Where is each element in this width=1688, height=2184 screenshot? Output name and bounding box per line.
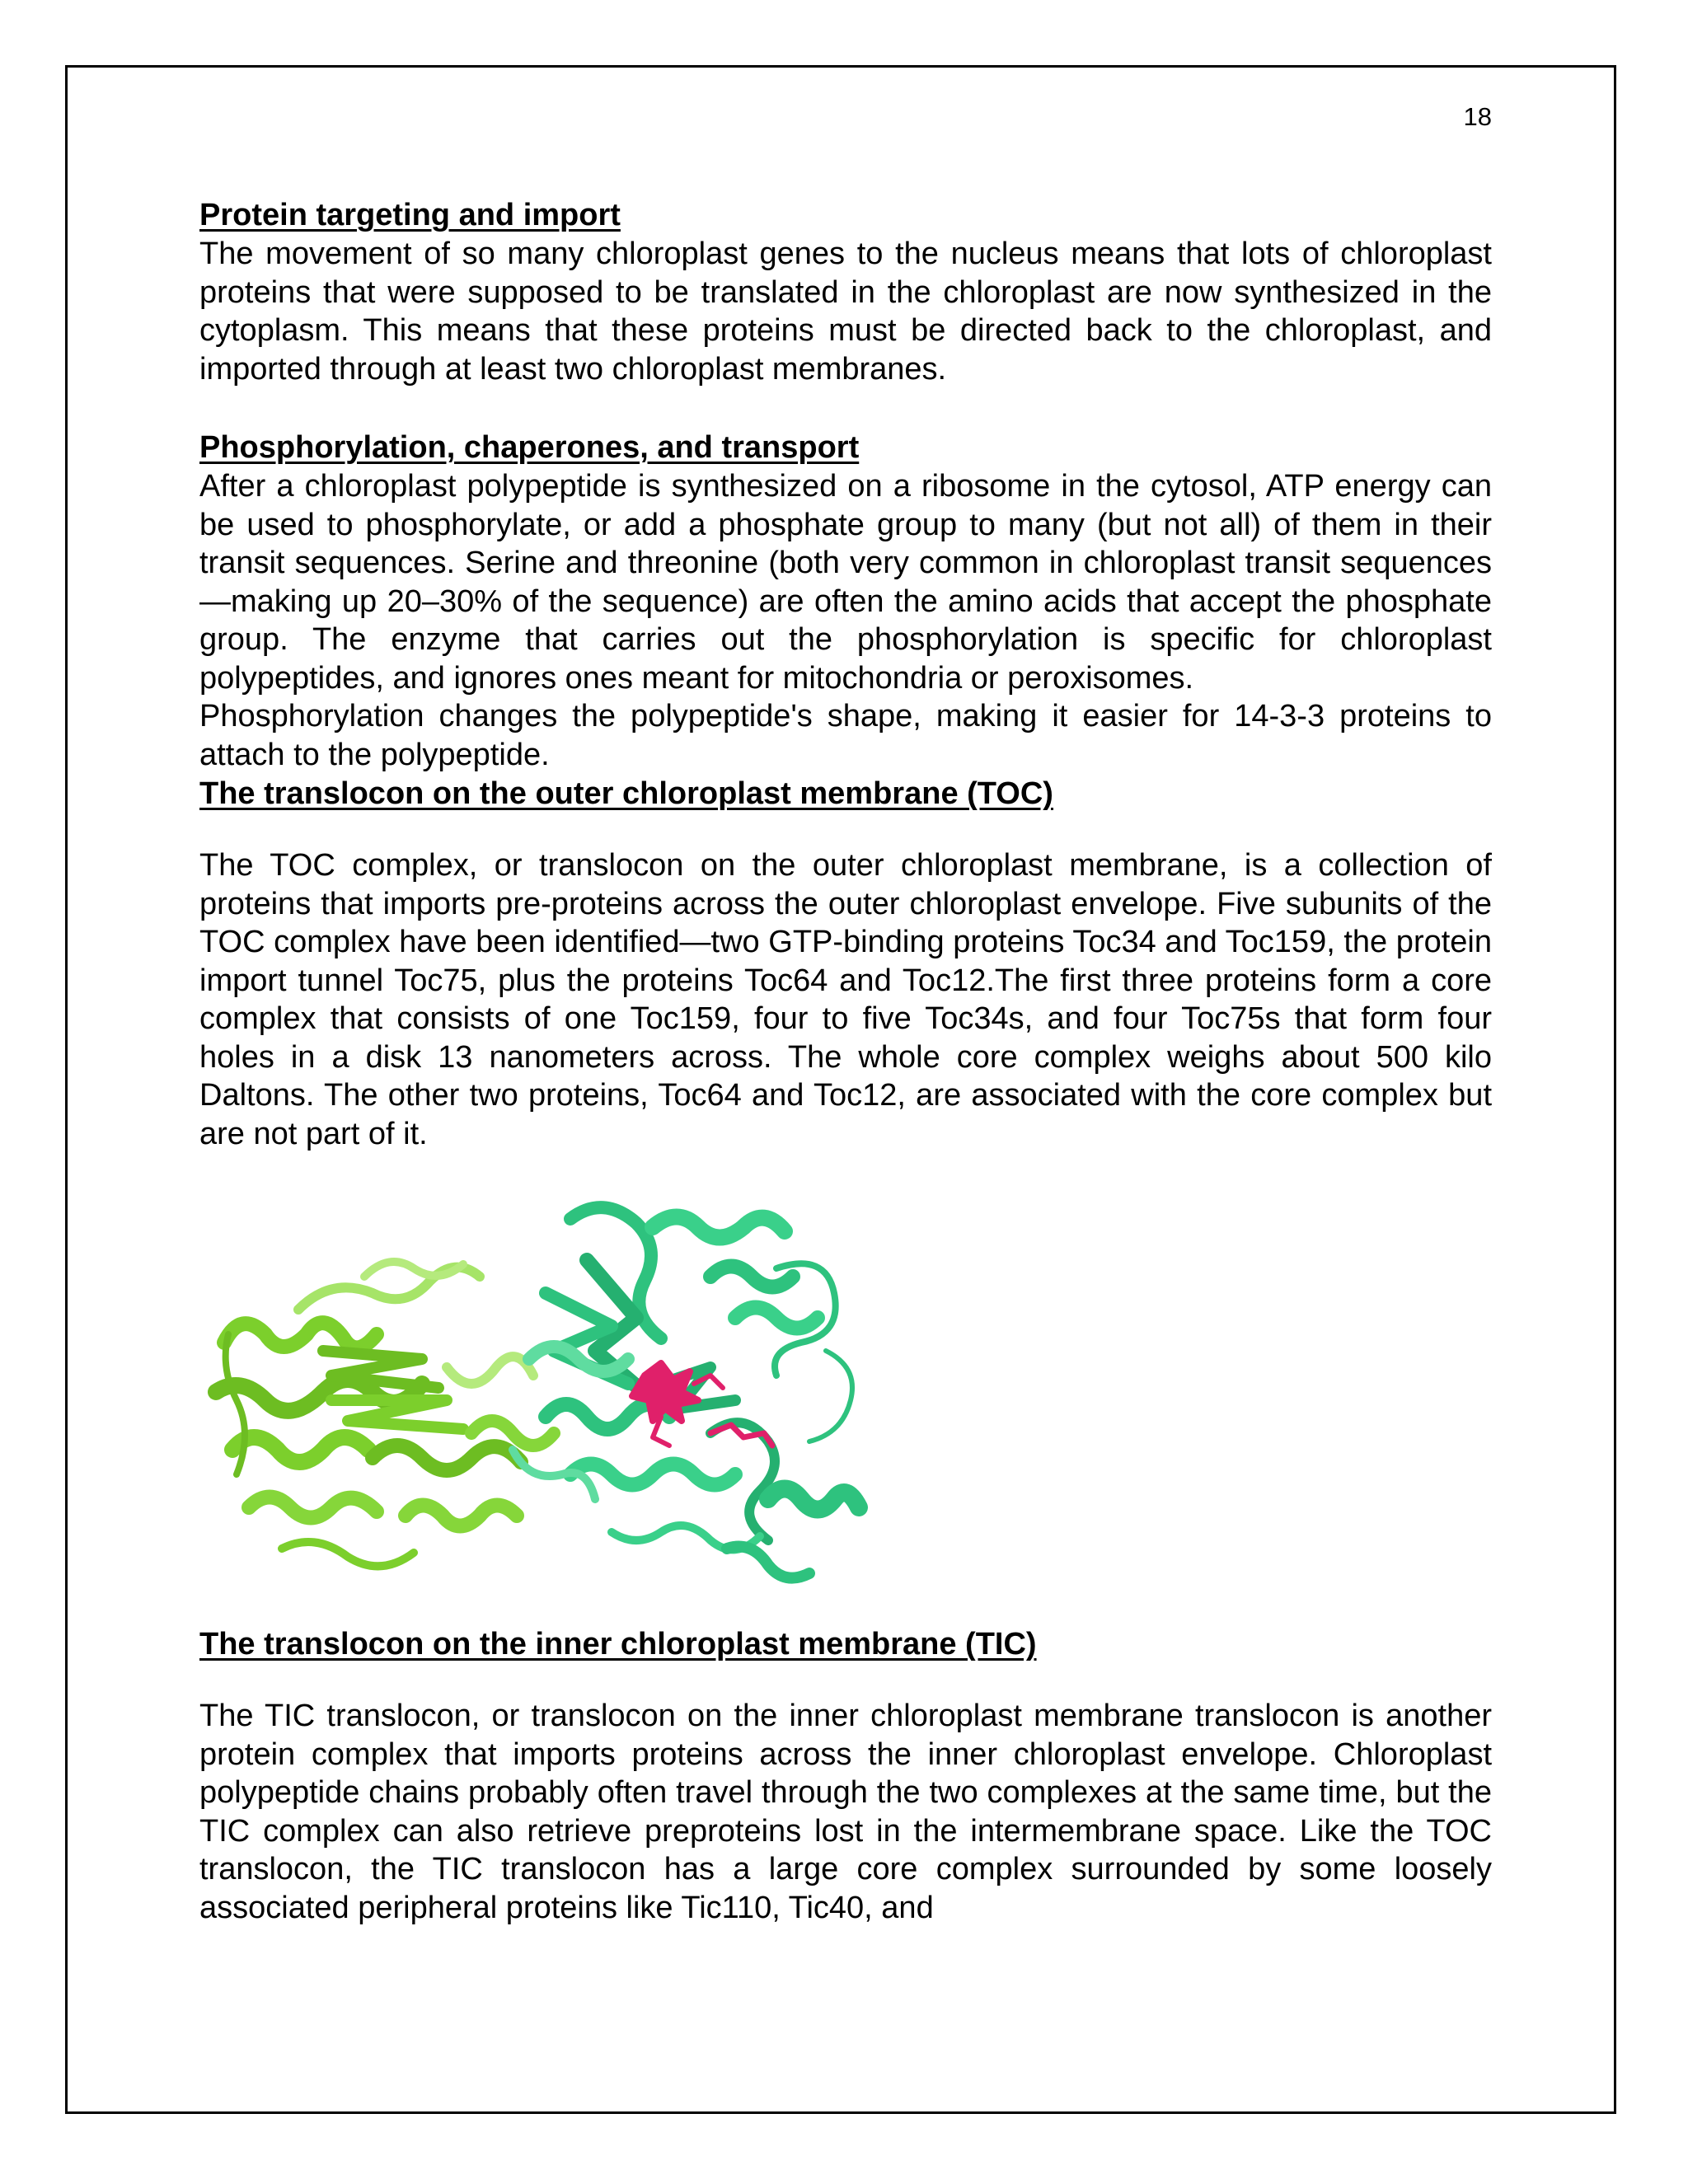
paragraph-protein-targeting: The movement of so many chloroplast genes to the nucleus means that lots of chloroplast proteins that were supposed to be translated in the chloroplast are now synthesized in the cytoplasm. This means that these proteins must be directed back to the chloroplast, and imported through at least two chloroplast membranes. <box>199 237 1492 387</box>
paragraph-tic: The TIC translocon, or translocon on the inner chloroplast membrane translocon is another protein complex that imports proteins across the inner chloroplast envelope. Chloroplast polypeptide chains probably often travel through the two complexes at the same time, but the TIC complex can also retrieve preproteins lost in the intermembrane space. Like the TOC translocon, the TIC translocon has a large core complex surrounded by some loosely associated peripheral proteins like Tic110, Tic40, and <box>199 1699 1492 1925</box>
page-number: 18 <box>1463 102 1492 131</box>
section-heading-phosphorylation: Phosphorylation, chaperones, and transport <box>199 430 860 465</box>
paragraph-phosphorylation-1: After a chloroplast polypeptide is synthesized on a ribosome in the cytosol, ATP energy can be used to phosphorylate, or add a phosphate group to many (but not all) of them in their transit sequences. Serine and threonine (both very common in chloroplast transit sequences—making up 20–30% of the sequence) are often the amino acids that accept the phosphate group. The enzyme that carries out the phosphorylation is specific for chloroplast polypeptides, and ignores ones meant for mitochondria or peroxisomes. <box>199 469 1492 696</box>
section-heading-tic: The translocon on the inner chloroplast membrane (TIC) <box>199 1627 1037 1661</box>
page-content <box>199 195 1492 1927</box>
paragraph-phosphorylation-2: Phosphorylation changes the polypeptide's shape, making it easier for 14-3-3 proteins to attach to the polypeptide. <box>199 699 1492 772</box>
paragraph-toc: The TOC complex, or translocon on the outer chloroplast membrane, is a collection of proteins that imports pre-proteins across the outer chloroplast envelope. Five subunits of the TOC complex have been identified—two GTP-binding proteins Toc34 and Toc159, the protein import tunnel Toc75, plus the proteins Toc64 and Toc12.The first three proteins form a core complex that consists of one Toc159, four to five Toc34s, and four Toc75s that form four holes in a disk 13 nanometers across. The whole core complex weighs about 500 kilo Daltons. The other two proteins, Toc64 and Toc12, are associated with the core complex but are not part of it. <box>199 848 1492 1151</box>
section-heading-toc: The translocon on the outer chloroplast membrane (TOC) <box>199 776 1053 811</box>
protein-ribbon-structure-icon <box>199 1186 900 1598</box>
section-heading-protein-targeting: Protein targeting and import <box>199 198 621 232</box>
